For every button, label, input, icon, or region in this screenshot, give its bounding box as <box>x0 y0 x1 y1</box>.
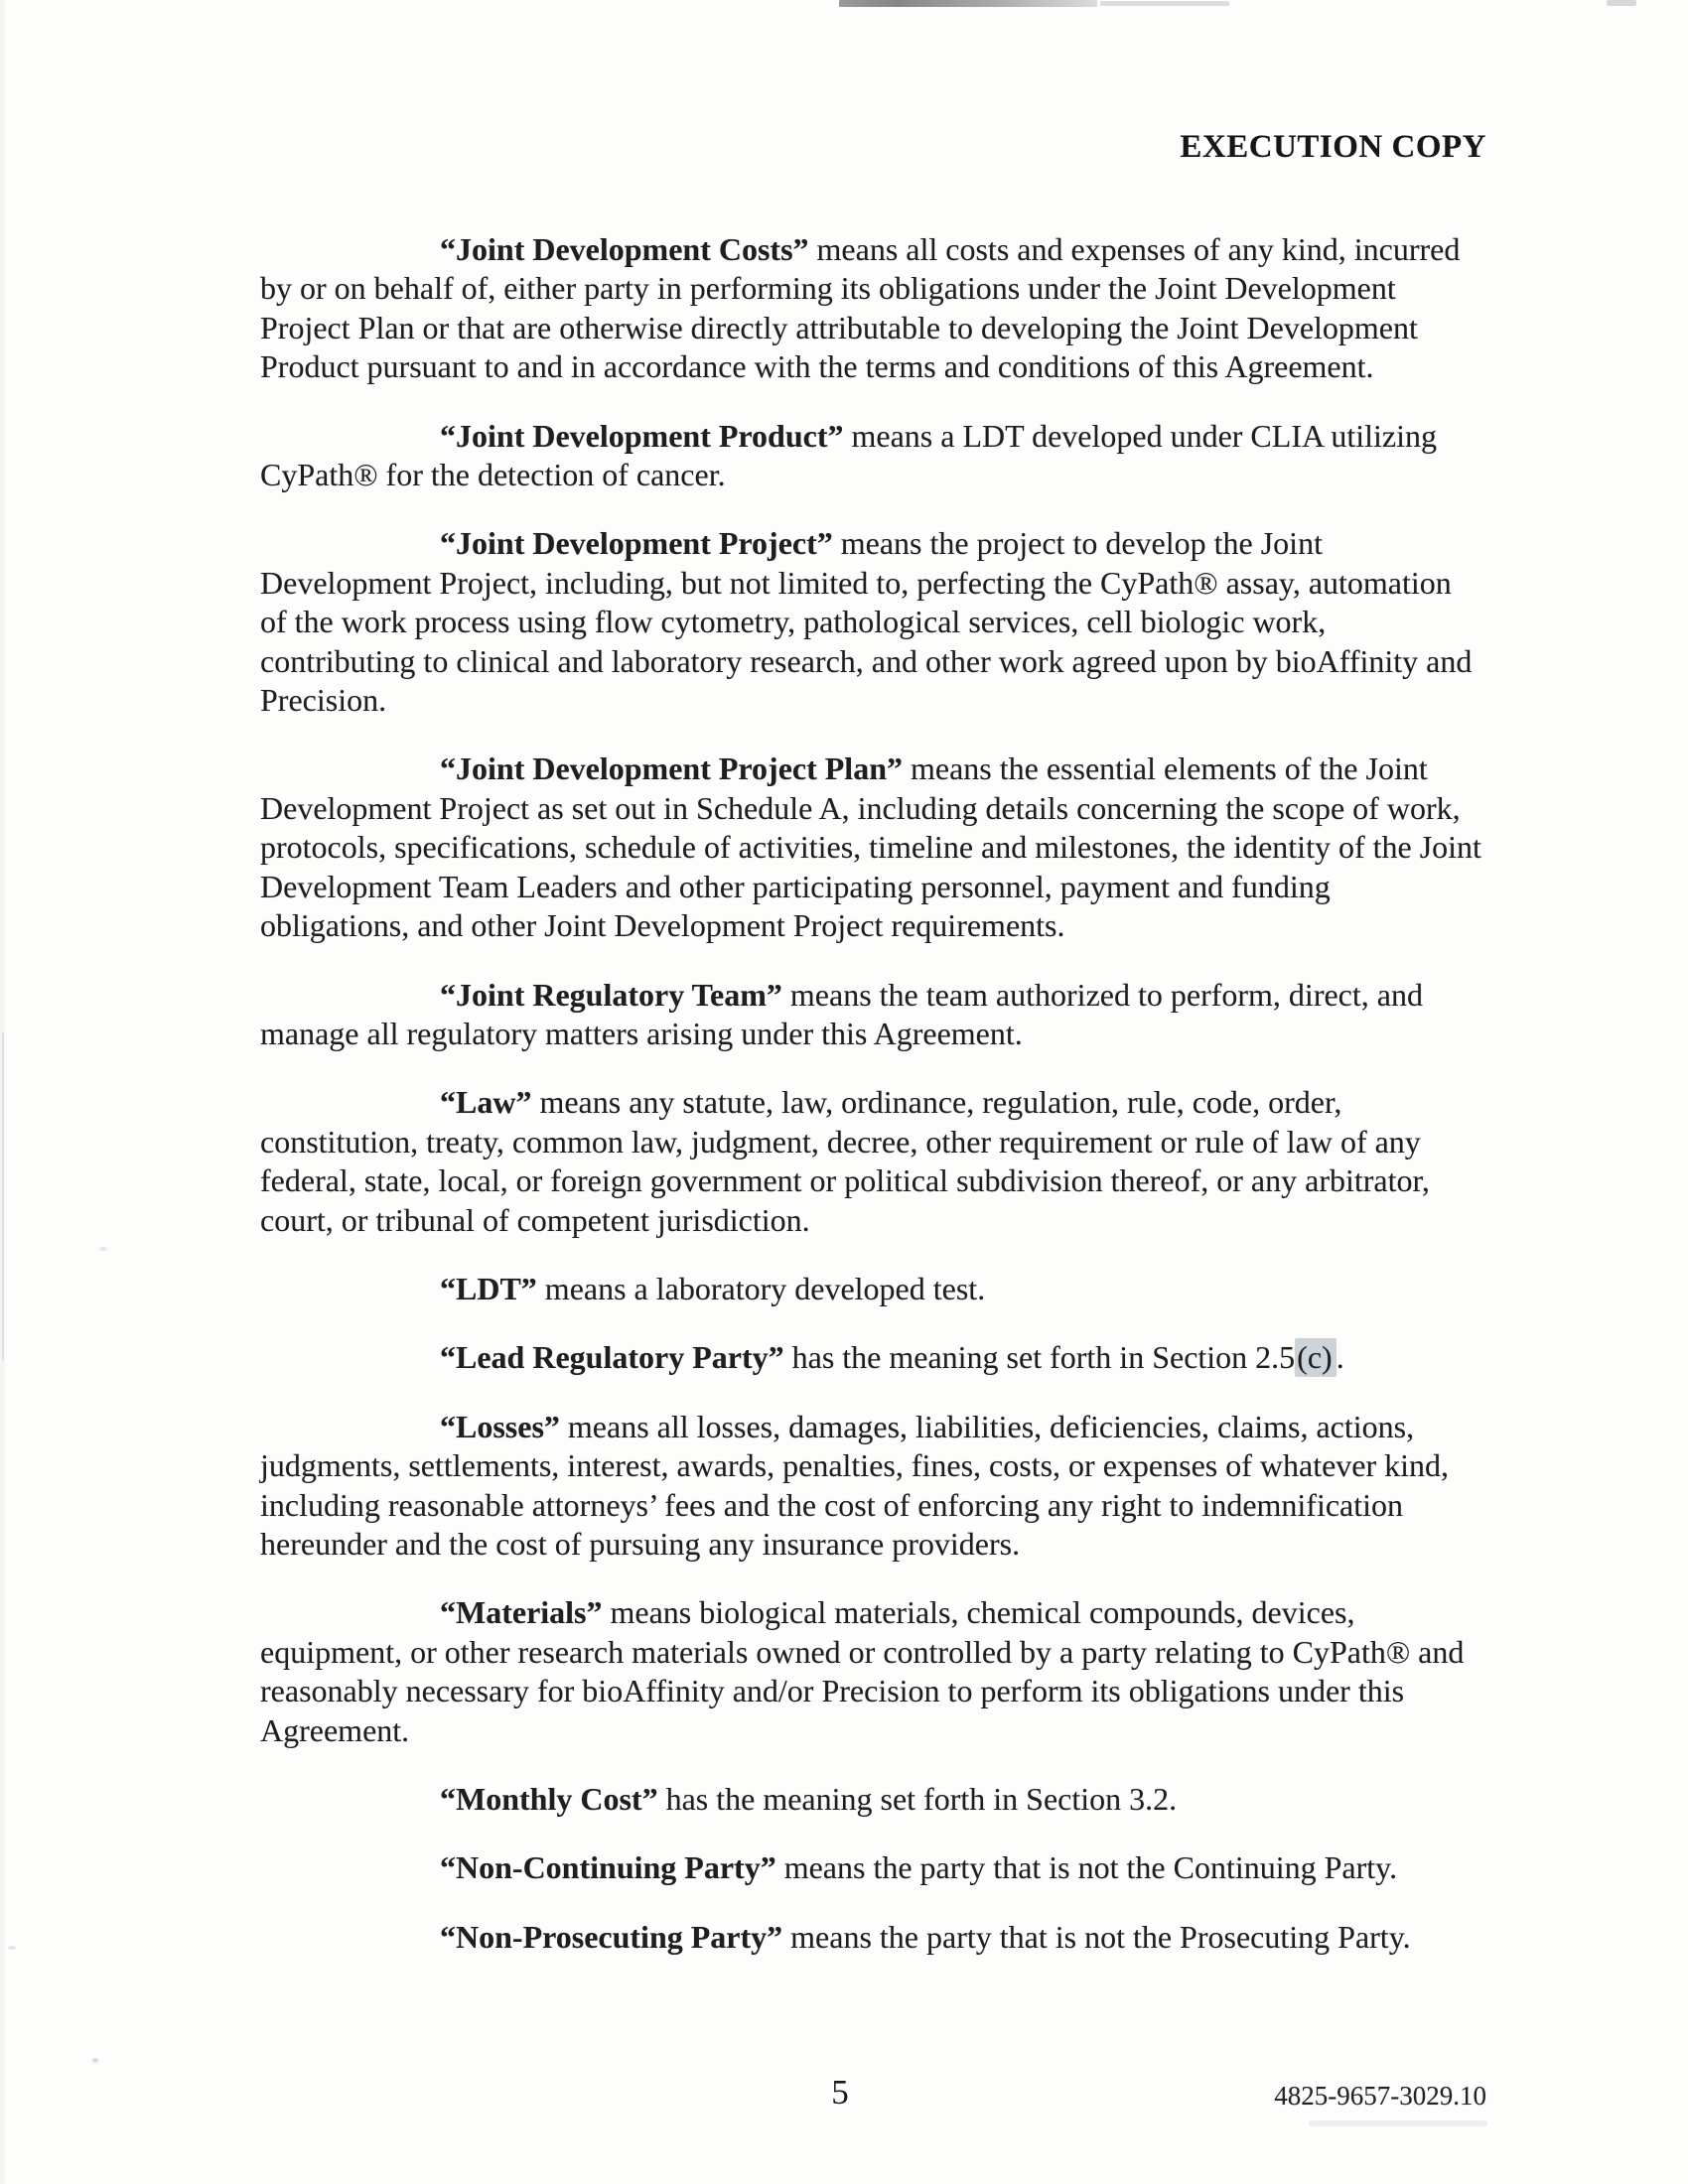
scan-artifact-speck <box>92 2058 98 2063</box>
definition-materials <box>260 1593 1483 1750</box>
defined-term: “Joint Development Project” <box>440 525 833 562</box>
page-number: 5 <box>831 2073 849 2112</box>
definition-joint-regulatory-team <box>260 976 1483 1054</box>
defined-term: “Monthly Cost” <box>440 1781 658 1817</box>
defined-term: “Non-Prosecuting Party” <box>440 1918 783 1955</box>
definition-ldt <box>260 1270 1483 1308</box>
definition-text: means all losses, damages, liabilities, deficiencies, claims, actions, judgments, settlements, interest, awards, penalties, fines, costs, or expenses of whatever kind, including reasonable attorneys’ fees and the cost of enforcing any right to indemnification hereunder and the cost of pursuing any insurance providers. <box>260 1408 1450 1562</box>
definition-text: has the meaning set forth in Section 2.5 <box>783 1339 1296 1376</box>
definition-text: means biological materials, chemical compounds, devices, equipment, or other research materials owned or controlled by a party relating to CyPath® and reasonably necessary for bioAffinity and/or Precision to perform its obligations under this Agreement. <box>260 1594 1465 1748</box>
definition-text: means a LDT developed under CLIA utilizing CyPath® for the detection of cancer. <box>260 417 1437 493</box>
defined-term: “Joint Development Product” <box>440 417 844 454</box>
document-control-number: 4825-9657-3029.10 <box>1274 2081 1486 2111</box>
definition-losses <box>260 1408 1483 1565</box>
scan-artifact-top-bar <box>839 0 1097 7</box>
definition-text: means the team authorized to perform, direct, and manage all regulatory matters arising under this Agreement. <box>260 976 1423 1051</box>
scan-artifact-smear <box>1309 2120 1487 2126</box>
definition-text: means the party that is not the Prosecuting Party. <box>782 1918 1411 1955</box>
definition-text: means any statute, law, ordinance, regulation, rule, code, order, constitution, treaty, common law, judgment, decree, other requirement or rule of law of any federal, state, local, or foreign government or political subdivision thereof, or any arbitrator, court, or tribunal of competent jurisdiction. <box>260 1084 1430 1238</box>
definitions-section <box>260 230 1483 1986</box>
defined-term: “Joint Regulatory Team” <box>440 976 782 1013</box>
scan-artifact-top-bar-faint <box>1100 1 1229 6</box>
scan-artifact-speck <box>99 1247 107 1251</box>
defined-term: “Joint Development Project Plan” <box>440 751 903 787</box>
execution-copy-label: EXECUTION COPY <box>1180 129 1486 165</box>
definition-text: means the essential elements of the Joint Development Project as set out in Schedule A, including details concerning the scope of work, protocols, specifications, schedule of activities, timeline and milestones, the identity of the Joint Development Team Leaders and other participating personnel, payment and funding obligations, and other Joint Development Project requirements. <box>260 751 1481 944</box>
defined-term: “LDT” <box>440 1270 537 1306</box>
scan-artifact-left-line <box>2 1032 4 1360</box>
defined-term: “Non-Continuing Party” <box>440 1849 776 1886</box>
definition-text: has the meaning set forth in Section 3.2. <box>657 1781 1178 1817</box>
definition-text: means the project to develop the Joint Development Project, including, but not limited to, perfecting the CyPath® assay, automation of the work process using flow cytometry, pathological services, cell biologic work, contributing to clinical and laboratory research, and other work agreed upon by bioAffinity and Precision. <box>260 525 1473 719</box>
definition-text: means a laboratory developed test. <box>536 1270 986 1306</box>
scan-artifact-speck <box>8 1946 16 1950</box>
definition-joint-development-costs <box>260 230 1483 387</box>
definition-text: means the party that is not the Continuing Party. <box>775 1849 1398 1886</box>
definition-monthly-cost <box>260 1780 1483 1819</box>
definition-lead-regulatory-party <box>260 1338 1483 1377</box>
definition-text: means all costs and expenses of any kind, incurred by or on behalf of, either party in performing its obligations under the Joint Development Project Plan or that are otherwise directly attributable to developing the Joint Development Product pursuant to and in accordance with the terms and conditions of this Agreement. <box>260 231 1461 385</box>
definition-joint-development-project-plan <box>260 750 1483 945</box>
definition-non-prosecuting-party <box>260 1918 1483 1957</box>
defined-term: “Law” <box>440 1084 532 1121</box>
definition-text: . <box>1336 1339 1344 1376</box>
defined-term: “Losses” <box>440 1408 560 1444</box>
defined-term: “Materials” <box>440 1594 603 1631</box>
definition-law <box>260 1083 1483 1240</box>
defined-term: “Lead Regulatory Party” <box>440 1339 784 1376</box>
definition-joint-development-product <box>260 417 1483 495</box>
definition-joint-development-project <box>260 524 1483 720</box>
defined-term: “Joint Development Costs” <box>440 231 809 267</box>
definition-non-continuing-party <box>260 1848 1483 1887</box>
scan-artifact-top-corner-mark <box>1607 0 1636 6</box>
section-ref-highlight: (c) <box>1295 1338 1336 1377</box>
